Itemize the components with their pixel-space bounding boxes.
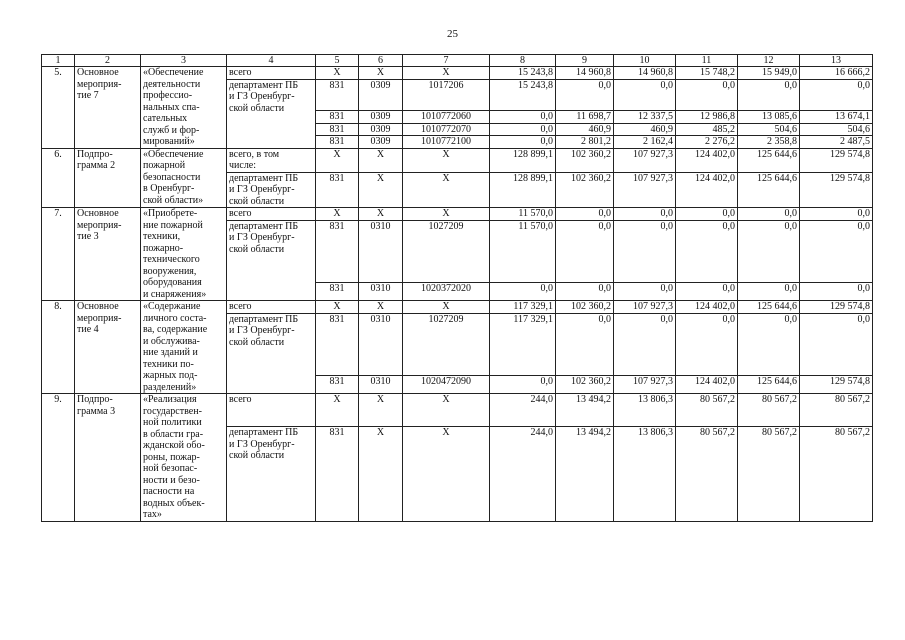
- amount-col-10: 0,0: [614, 208, 676, 221]
- program-name-line: пожарной: [143, 160, 186, 171]
- funding-source-line: ской области: [229, 195, 285, 207]
- amount-col-9: 0,0: [556, 79, 614, 111]
- amount-col-10: 12 337,5: [614, 111, 676, 124]
- program-name-line: личного соста-: [143, 312, 207, 324]
- amount-col-12: 0,0: [738, 79, 800, 111]
- program-name: [141, 208, 227, 301]
- funding-source-line: ской области: [229, 243, 285, 255]
- amount-col-12: 125 644,6: [738, 301, 800, 314]
- amount-col-8: 117 329,1: [490, 301, 556, 314]
- budget-code-5: Х: [316, 301, 359, 314]
- amount-col-11: 124 402,0: [676, 172, 738, 208]
- amount-col-13: 129 574,8: [800, 148, 873, 172]
- amount-col-13: 129 574,8: [800, 376, 873, 394]
- amount-col-13: 13 674,1: [800, 111, 873, 124]
- program-type: [75, 208, 141, 301]
- program-name-line: мирований»: [143, 136, 195, 147]
- funding-source-line: и ГЗ Оренбург-: [229, 184, 295, 195]
- budget-code-6: Х: [359, 172, 403, 208]
- header-cell-4: 4: [227, 55, 316, 67]
- amount-col-8: 244,0: [490, 427, 556, 521]
- amount-col-11: 124 402,0: [676, 148, 738, 172]
- budget-code-7: Х: [403, 172, 490, 208]
- funding-source: [227, 208, 316, 221]
- amount-col-11: 80 567,2: [676, 394, 738, 427]
- table-body: [42, 55, 873, 522]
- budget-code-7: 1027209: [403, 220, 490, 283]
- amount-col-12: 15 949,0: [738, 67, 800, 80]
- budget-code-7: Х: [403, 394, 490, 427]
- amount-col-12: 0,0: [738, 220, 800, 283]
- program-name-line: ние зданий и: [143, 347, 198, 358]
- amount-col-9: 11 698,7: [556, 111, 614, 124]
- amount-col-10: 0,0: [614, 283, 676, 301]
- header-cell-8: 8: [490, 55, 556, 67]
- amount-col-12: 0,0: [738, 283, 800, 301]
- program-name-line: ние пожарной: [143, 219, 203, 231]
- amount-col-9: 13 494,2: [556, 394, 614, 427]
- budget-code-6: Х: [359, 301, 403, 314]
- funding-source-line: всего: [229, 301, 252, 312]
- program-type: [75, 394, 141, 522]
- header-cell-5: 5: [316, 55, 359, 67]
- funding-source: [227, 427, 316, 521]
- funding-source: [227, 172, 316, 208]
- program-type-line: тие 3: [77, 231, 99, 242]
- program-name-line: в Оренбург-: [143, 183, 195, 194]
- amount-col-9: 460,9: [556, 123, 614, 136]
- amount-col-8: 15 243,8: [490, 67, 556, 80]
- header-cell-12: 12: [738, 55, 800, 67]
- budget-code-7: 1010772100: [403, 136, 490, 149]
- program-type-line: мероприя-: [77, 219, 122, 231]
- amount-col-10: 13 806,3: [614, 427, 676, 521]
- amount-col-10: 14 960,8: [614, 67, 676, 80]
- amount-col-9: 102 360,2: [556, 301, 614, 314]
- program-name-line: жданской обо-: [143, 440, 205, 451]
- budget-code-5: 831: [316, 313, 359, 376]
- amount-col-9: 13 494,2: [556, 427, 614, 521]
- program-name-line: «Реализация: [143, 394, 197, 405]
- program-name: [141, 301, 227, 394]
- amount-col-8: 0,0: [490, 136, 556, 149]
- amount-col-8: 11 570,0: [490, 220, 556, 283]
- program-name-line: пожарно-: [143, 242, 184, 254]
- amount-col-11: 15 748,2: [676, 67, 738, 80]
- budget-code-7: Х: [403, 67, 490, 80]
- program-type: [75, 301, 141, 394]
- budget-code-7: 1027209: [403, 313, 490, 376]
- program-name-line: ной безопас-: [143, 463, 198, 474]
- program-name-line: ва, содержание: [143, 324, 208, 335]
- amount-col-9: 0,0: [556, 283, 614, 301]
- header-cell-6: 6: [359, 55, 403, 67]
- amount-col-13: 0,0: [800, 283, 873, 301]
- funding-source-line: всего: [229, 67, 252, 78]
- program-name: [141, 67, 227, 149]
- amount-col-11: 485,2: [676, 123, 738, 136]
- table-row: [42, 208, 873, 221]
- row-number: 7.: [42, 208, 75, 301]
- amount-col-11: 0,0: [676, 208, 738, 221]
- funding-source: [227, 67, 316, 80]
- table-row: [42, 148, 873, 172]
- funding-source-line: департамент ПБ: [229, 313, 299, 325]
- amount-col-12: 125 644,6: [738, 148, 800, 172]
- header-cell-13: 13: [800, 55, 873, 67]
- program-type: [75, 67, 141, 149]
- program-name-line: деятельности: [143, 78, 201, 90]
- program-type-line: грамма 2: [77, 160, 116, 171]
- funding-source-line: департамент ПБ: [229, 172, 299, 184]
- program-name-line: техники,: [143, 231, 181, 242]
- amount-col-8: 128 899,1: [490, 172, 556, 208]
- funding-source-line: ской области: [229, 450, 285, 462]
- program-name-line: роны, пожар-: [143, 451, 200, 463]
- funding-source-line: всего: [229, 394, 252, 405]
- program-type-line: Основное: [77, 301, 119, 312]
- amount-col-9: 2 801,2: [556, 136, 614, 149]
- funding-source-line: всего, в том: [229, 148, 280, 160]
- budget-code-5: 831: [316, 136, 359, 149]
- amount-col-13: 0,0: [800, 208, 873, 221]
- budget-code-7: 1010772070: [403, 123, 490, 136]
- amount-col-8: 0,0: [490, 376, 556, 394]
- funding-source: [227, 394, 316, 427]
- amount-col-8: 0,0: [490, 123, 556, 136]
- budget-code-5: Х: [316, 394, 359, 427]
- budget-code-7: 1010772060: [403, 111, 490, 124]
- amount-col-13: 80 567,2: [800, 427, 873, 521]
- budget-code-7: 1017206: [403, 79, 490, 111]
- row-number: 5.: [42, 67, 75, 149]
- budget-code-6: 0309: [359, 123, 403, 136]
- funding-source: [227, 301, 316, 314]
- header-cell-1: 1: [42, 55, 75, 67]
- budget-table: [41, 54, 873, 522]
- amount-col-10: 2 162,4: [614, 136, 676, 149]
- amount-col-8: 15 243,8: [490, 79, 556, 111]
- row-number: 9.: [42, 394, 75, 522]
- amount-col-11: 124 402,0: [676, 376, 738, 394]
- budget-code-5: Х: [316, 208, 359, 221]
- funding-source-line: и ГЗ Оренбург-: [229, 232, 295, 243]
- amount-col-12: 125 644,6: [738, 376, 800, 394]
- amount-col-10: 0,0: [614, 79, 676, 111]
- funding-source-line: числе:: [229, 160, 257, 171]
- amount-col-13: 80 567,2: [800, 394, 873, 427]
- budget-code-7: Х: [403, 208, 490, 221]
- program-name-line: сательных: [143, 113, 188, 124]
- program-name: [141, 148, 227, 208]
- program-name-line: профессио-: [143, 90, 193, 101]
- amount-col-12: 80 567,2: [738, 394, 800, 427]
- amount-col-13: 0,0: [800, 79, 873, 111]
- program-type-line: Основное: [77, 67, 119, 78]
- program-name-line: «Приобрете-: [143, 208, 198, 219]
- amount-col-9: 0,0: [556, 313, 614, 376]
- amount-col-11: 0,0: [676, 220, 738, 283]
- program-name-line: «Обеспечение: [143, 67, 204, 78]
- amount-col-10: 107 927,3: [614, 301, 676, 314]
- program-name-line: ности и безо-: [143, 474, 200, 486]
- budget-code-7: Х: [403, 427, 490, 521]
- program-type-line: тие 7: [77, 90, 99, 101]
- budget-code-5: 831: [316, 123, 359, 136]
- amount-col-8: 0,0: [490, 283, 556, 301]
- table-row: [42, 301, 873, 314]
- amount-col-9: 0,0: [556, 220, 614, 283]
- amount-col-13: 16 666,2: [800, 67, 873, 80]
- amount-col-13: 504,6: [800, 123, 873, 136]
- amount-col-9: 102 360,2: [556, 376, 614, 394]
- program-type-line: грамма 3: [77, 405, 116, 417]
- amount-col-12: 13 085,6: [738, 111, 800, 124]
- funding-source-line: департамент ПБ: [229, 79, 299, 91]
- amount-col-10: 13 806,3: [614, 394, 676, 427]
- amount-col-10: 107 927,3: [614, 376, 676, 394]
- program-name: [141, 394, 227, 522]
- amount-col-13: 2 487,5: [800, 136, 873, 149]
- budget-code-6: 0309: [359, 111, 403, 124]
- amount-col-12: 125 644,6: [738, 172, 800, 208]
- program-type-line: мероприя-: [77, 312, 122, 324]
- budget-code-5: 831: [316, 220, 359, 283]
- budget-code-7: Х: [403, 148, 490, 172]
- amount-col-12: 80 567,2: [738, 427, 800, 521]
- amount-col-8: 0,0: [490, 111, 556, 124]
- budget-code-5: 831: [316, 79, 359, 111]
- program-type-line: тие 4: [77, 324, 99, 335]
- program-name-line: и обслужива-: [143, 335, 200, 347]
- funding-source-line: всего: [229, 208, 252, 219]
- amount-col-13: 0,0: [800, 313, 873, 376]
- amount-col-13: 0,0: [800, 220, 873, 283]
- amount-col-8: 11 570,0: [490, 208, 556, 221]
- row-number: 8.: [42, 301, 75, 394]
- program-name-line: «Обеспечение: [143, 148, 204, 160]
- budget-code-6: Х: [359, 208, 403, 221]
- budget-code-6: Х: [359, 394, 403, 427]
- program-name-line: «Содержание: [143, 301, 201, 312]
- amount-col-11: 80 567,2: [676, 427, 738, 521]
- program-name-line: нальных спа-: [143, 101, 200, 113]
- funding-source-line: и ГЗ Оренбург-: [229, 325, 295, 336]
- funding-source-line: ской области: [229, 102, 285, 114]
- program-type-line: мероприя-: [77, 78, 122, 90]
- program-type-line: Основное: [77, 208, 119, 219]
- program-name-line: тах»: [143, 509, 162, 520]
- budget-code-6: 0310: [359, 283, 403, 301]
- budget-code-5: 831: [316, 376, 359, 394]
- header-cell-7: 7: [403, 55, 490, 67]
- amount-col-11: 0,0: [676, 79, 738, 111]
- program-name-line: государствен-: [143, 405, 202, 417]
- program-name-line: безопасности: [143, 171, 201, 183]
- amount-col-8: 244,0: [490, 394, 556, 427]
- budget-code-7: 1020472090: [403, 376, 490, 394]
- header-cell-11: 11: [676, 55, 738, 67]
- budget-table-wrap: [41, 54, 873, 522]
- header-cell-2: 2: [75, 55, 141, 67]
- row-number: 6.: [42, 148, 75, 208]
- amount-col-12: 0,0: [738, 313, 800, 376]
- budget-code-6: Х: [359, 427, 403, 521]
- budget-code-6: 0310: [359, 376, 403, 394]
- amount-col-10: 0,0: [614, 313, 676, 376]
- funding-source-line: департамент ПБ: [229, 427, 299, 439]
- funding-source-line: и ГЗ Оренбург-: [229, 438, 295, 450]
- budget-code-5: 831: [316, 172, 359, 208]
- amount-col-10: 460,9: [614, 123, 676, 136]
- budget-code-5: Х: [316, 148, 359, 172]
- amount-col-11: 0,0: [676, 313, 738, 376]
- funding-source-line: и ГЗ Оренбург-: [229, 91, 295, 102]
- amount-col-11: 2 276,2: [676, 136, 738, 149]
- budget-code-6: 0309: [359, 136, 403, 149]
- page-number: 25: [447, 28, 458, 40]
- funding-source: [227, 220, 316, 301]
- budget-code-6: 0310: [359, 313, 403, 376]
- funding-source: [227, 79, 316, 148]
- budget-code-6: 0309: [359, 79, 403, 111]
- amount-col-11: 0,0: [676, 283, 738, 301]
- budget-code-6: Х: [359, 67, 403, 80]
- program-name-line: в области гра-: [143, 428, 204, 440]
- amount-col-10: 107 927,3: [614, 148, 676, 172]
- budget-code-7: 1020372020: [403, 283, 490, 301]
- funding-source-line: ской области: [229, 336, 285, 348]
- header-cell-3: 3: [141, 55, 227, 67]
- budget-code-5: 831: [316, 283, 359, 301]
- program-name-line: оборудования: [143, 277, 202, 288]
- header-row: [42, 55, 873, 67]
- budget-code-6: Х: [359, 148, 403, 172]
- funding-source: [227, 148, 316, 172]
- program-name-line: жарных под-: [143, 370, 198, 381]
- amount-col-12: 2 358,8: [738, 136, 800, 149]
- program-name-line: водных объек-: [143, 497, 205, 509]
- table-row: [42, 67, 873, 80]
- program-name-line: разделений»: [143, 381, 197, 393]
- program-name-line: и снаряжения»: [143, 288, 207, 300]
- amount-col-9: 0,0: [556, 208, 614, 221]
- budget-code-5: 831: [316, 427, 359, 521]
- amount-col-9: 14 960,8: [556, 67, 614, 80]
- program-type-line: Подпро-: [77, 148, 113, 160]
- table-row: [42, 394, 873, 427]
- program-name-line: технического: [143, 254, 200, 265]
- program-type-line: Подпро-: [77, 394, 113, 405]
- program-name-line: ной политики: [143, 417, 202, 428]
- amount-col-10: 0,0: [614, 220, 676, 283]
- funding-source: [227, 313, 316, 394]
- amount-col-11: 12 986,8: [676, 111, 738, 124]
- amount-col-13: 129 574,8: [800, 172, 873, 208]
- header-cell-9: 9: [556, 55, 614, 67]
- amount-col-8: 117 329,1: [490, 313, 556, 376]
- budget-code-5: 831: [316, 111, 359, 124]
- budget-code-6: 0310: [359, 220, 403, 283]
- amount-col-10: 107 927,3: [614, 172, 676, 208]
- funding-source-line: департамент ПБ: [229, 220, 299, 232]
- amount-col-12: 504,6: [738, 123, 800, 136]
- amount-col-9: 102 360,2: [556, 148, 614, 172]
- amount-col-13: 129 574,8: [800, 301, 873, 314]
- budget-code-7: Х: [403, 301, 490, 314]
- program-name-line: ской области»: [143, 194, 204, 206]
- amount-col-8: 128 899,1: [490, 148, 556, 172]
- program-name-line: пасности на: [143, 486, 195, 497]
- amount-col-9: 102 360,2: [556, 172, 614, 208]
- program-name-line: техники по-: [143, 358, 194, 370]
- program-type: [75, 148, 141, 208]
- budget-code-5: Х: [316, 67, 359, 80]
- header-cell-10: 10: [614, 55, 676, 67]
- program-name-line: вооружения,: [143, 265, 197, 277]
- program-name-line: служб и фор-: [143, 124, 200, 136]
- amount-col-11: 124 402,0: [676, 301, 738, 314]
- amount-col-12: 0,0: [738, 208, 800, 221]
